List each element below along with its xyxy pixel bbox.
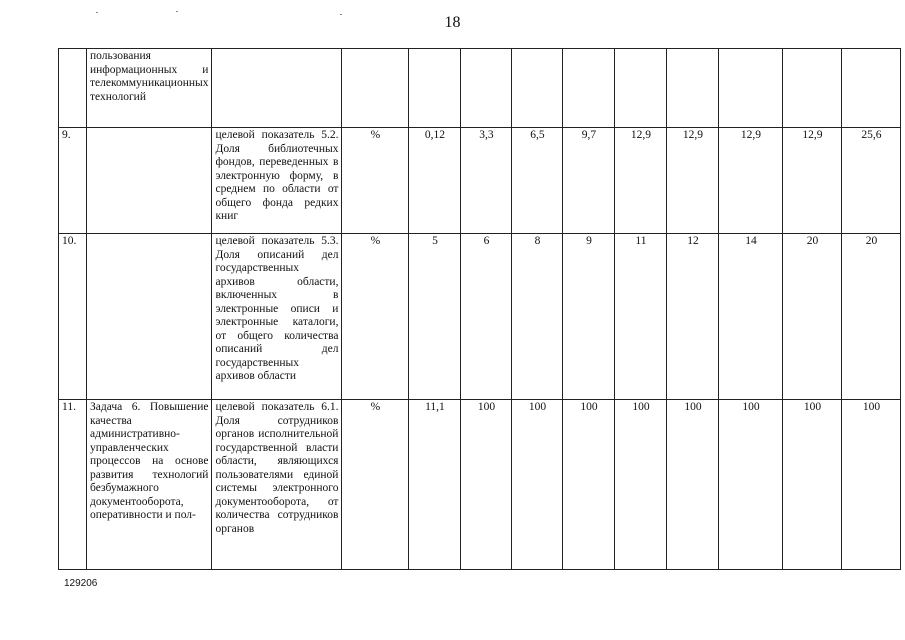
value-cell (461, 49, 512, 128)
table-row (59, 128, 901, 234)
value-cell (842, 49, 901, 128)
scan-speck (96, 12, 98, 13)
value-cell: 100 (512, 400, 563, 570)
value-cell: 12,9 (667, 128, 719, 234)
indicators-table (58, 48, 901, 570)
value-cell: 100 (615, 400, 667, 570)
value-cell: 12 (667, 234, 719, 400)
unit-cell: % (342, 400, 409, 570)
value-cell: 12,9 (719, 128, 783, 234)
value-cell: 14 (719, 234, 783, 400)
value-cell: 20 (842, 234, 901, 400)
value-cell: 20 (783, 234, 842, 400)
value-cell: 11,1 (409, 400, 461, 570)
value-cell: 0,12 (409, 128, 461, 234)
unit-cell (342, 49, 409, 128)
value-cell: 100 (667, 400, 719, 570)
value-cell: 3,3 (461, 128, 512, 234)
value-cell (615, 49, 667, 128)
value-cell (783, 49, 842, 128)
value-cell: 100 (461, 400, 512, 570)
value-cell: 8 (512, 234, 563, 400)
value-cell (563, 49, 615, 128)
value-cell: 6,5 (512, 128, 563, 234)
value-cell (512, 49, 563, 128)
unit-cell: % (342, 128, 409, 234)
value-cell: 100 (563, 400, 615, 570)
value-cell: 25,6 (842, 128, 901, 234)
footer-code: 129206 (64, 578, 98, 589)
value-cell: 11 (615, 234, 667, 400)
value-cell: 6 (461, 234, 512, 400)
value-cell (409, 49, 461, 128)
table-row (59, 49, 901, 128)
unit-cell: % (342, 234, 409, 400)
page-number: 18 (444, 14, 461, 31)
row-number-cell: 11. (59, 400, 87, 570)
table-row (59, 400, 901, 570)
value-cell: 12,9 (783, 128, 842, 234)
value-cell: 100 (719, 400, 783, 570)
value-cell: 5 (409, 234, 461, 400)
task-cell (87, 128, 212, 234)
value-cell: 9,7 (563, 128, 615, 234)
scan-speck (176, 11, 178, 12)
indicator-cell: целевой показатель 5.3. Доля описаний дел государственных архивов области, включенных в электронные описи и электронные каталоги, от общего количества описаний дел государственных архивов области (212, 234, 342, 400)
task-cell: пользования информационных и телекоммуникационных технологий (87, 49, 212, 128)
indicator-cell: целевой показатель 6.1. Доля сотрудников органов исполнительной государственной власти области, являющихся пользователями единой системы электронного документооборота, от количества сотрудников органов (212, 400, 342, 570)
row-number-cell: 9. (59, 128, 87, 234)
task-cell (87, 234, 212, 400)
indicator-cell: целевой показатель 5.2. Доля библиотечных фондов, переведенных в электронную форму, в среднем по области от общего фонда редких книг (212, 128, 342, 234)
value-cell: 100 (842, 400, 901, 570)
value-cell (667, 49, 719, 128)
value-cell: 100 (783, 400, 842, 570)
indicator-cell (212, 49, 342, 128)
row-number-cell: 10. (59, 234, 87, 400)
value-cell (719, 49, 783, 128)
table-row (59, 234, 901, 400)
task-cell: Задача 6. Повышение качества административно-управленческих процессов на основе развития технологий безбумажного документооборота, оперативности и пол- (87, 400, 212, 570)
value-cell: 12,9 (615, 128, 667, 234)
value-cell: 9 (563, 234, 615, 400)
row-number-cell (59, 49, 87, 128)
